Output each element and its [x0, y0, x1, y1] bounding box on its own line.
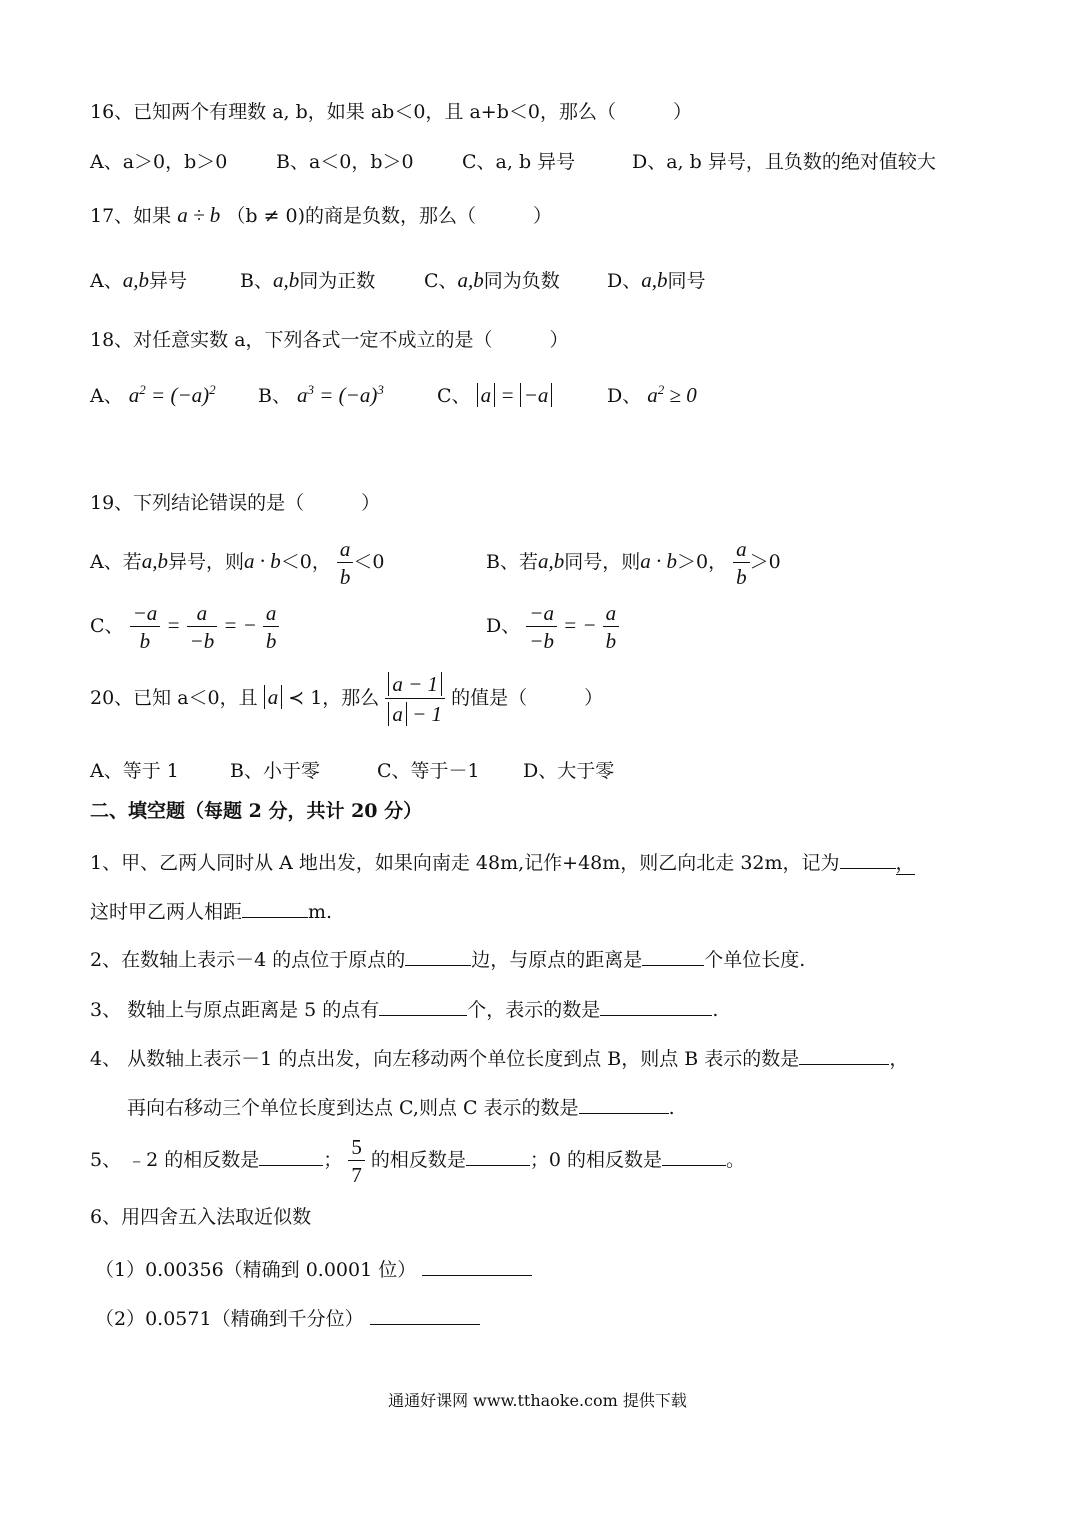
- q20-option-a: A、等于 1: [90, 760, 179, 782]
- q20-prefix: 20、已知 a＜0，且: [90, 687, 258, 710]
- answer-blank[interactable]: [422, 1258, 532, 1276]
- q18-option-d-formula: $a^2 \ge 0$: [647, 382, 697, 407]
- q19-option-b-mid: 同号，则: [564, 551, 641, 574]
- q19-option-b-label: B、若: [486, 551, 538, 574]
- q16-option-c: C、a, b 异号: [462, 151, 576, 173]
- fill-q4-comma: ，: [889, 1048, 909, 1070]
- q17-option-c-math: a,b: [457, 268, 484, 292]
- q16-option-b: B、a＜0，b＞0: [276, 151, 414, 173]
- q20-abs-a: a: [264, 685, 283, 709]
- q19-option-d-label: D、: [486, 615, 521, 638]
- q17-option-d-label: D、: [607, 270, 642, 292]
- answer-blank[interactable]: [799, 1047, 889, 1065]
- q18-option-d: [607, 383, 697, 406]
- fill-q6-stem: 6、用四舍五入法取近似数: [90, 1206, 312, 1228]
- fill-q5-sep: ；: [323, 1149, 343, 1172]
- q18-option-a: [90, 383, 216, 406]
- q16-stem: 16、已知两个有理数 a, b，如果 ab＜0，且 a+b＜0，那么（ ）: [90, 101, 692, 123]
- q18-option-b-label: B、: [258, 385, 291, 407]
- q20-mid: ≺ 1，那么: [288, 687, 380, 710]
- q19-option-b-tail: ＞0: [749, 551, 781, 574]
- fill-q1-line1: [90, 851, 915, 873]
- q19-option-a-mid: 异号，则: [167, 551, 244, 574]
- fill-q5-fraction: [348, 1136, 365, 1186]
- q17-option-b-label: B、: [240, 270, 273, 292]
- fill-q2: [90, 948, 805, 970]
- fill-q3-text3: .: [712, 999, 719, 1021]
- page-footer: 通通好课网 www.tthaoke.com 提供下载: [388, 1391, 687, 1410]
- answer-blank[interactable]: [600, 998, 712, 1016]
- q19-option-a-rel: ＜0，: [280, 551, 331, 574]
- q17-prefix: 17、如果: [90, 205, 172, 227]
- q18-stem: 18、对任意实数 a，下列各式一定不成立的是（ ）: [90, 329, 569, 351]
- fill-q4-period: .: [668, 1097, 675, 1119]
- q19-option-c-label: C、: [90, 615, 124, 638]
- q19-option-d-frac2: $\frac{a}{b}$: [603, 602, 620, 652]
- q17-option-d: [607, 270, 706, 291]
- q17-option-c-label: C、: [424, 270, 458, 292]
- answer-blank[interactable]: [259, 1148, 323, 1166]
- q17-option-b-text: 同为正数: [299, 270, 376, 292]
- fill-q5: [90, 1136, 745, 1186]
- q19-option-a-tail: ＜0: [353, 551, 385, 574]
- q17-expression: a ÷ b: [177, 203, 221, 227]
- answer-blank[interactable]: [405, 948, 471, 966]
- q19-option-b-fraction: $\frac{a}{b}$: [733, 538, 750, 588]
- fill-q2-text2: 边，与原点的距离是: [471, 949, 643, 971]
- fill-q1-comma: ，: [895, 852, 915, 874]
- section-title: 二、填空题（每题 2 分，共计 20 分）: [90, 800, 423, 822]
- q18-option-c-formula: a = −a: [477, 383, 553, 407]
- q19-option-b-vars: a,b: [537, 549, 565, 574]
- q19-option-b: [486, 538, 781, 588]
- q20-option-d: D、大于零: [523, 760, 615, 782]
- fill-q5-text2: 的相反数是: [370, 1149, 466, 1172]
- fill-q3-text1: 3、 数轴上与原点距离是 5 的点有: [90, 999, 380, 1021]
- q19-option-c-eq1: =: [166, 613, 181, 638]
- q18-option-a-label: A、: [90, 385, 123, 407]
- q20-option-c: C、等于－1: [377, 760, 480, 782]
- fill-q1-text: 1、甲、乙两人同时从 A 地出发，如果向南走 48m,记作+48m，则乙向北走 32m，记为: [90, 852, 840, 874]
- q19-option-a-label: A、若: [90, 551, 142, 574]
- fill-q5-text1: 5、 ﹣2 的相反数是: [90, 1149, 260, 1172]
- q18-option-b-formula: $a^3 = (-a)^3$: [297, 382, 384, 407]
- fill-q1-line2: [90, 900, 332, 922]
- fill-q4-line1: [90, 1047, 908, 1069]
- fill-q1-unit: m.: [308, 901, 333, 923]
- q17-option-d-text: 同号: [667, 270, 706, 292]
- fill-q6-sub1: [95, 1258, 532, 1280]
- q17-option-c: [424, 270, 560, 291]
- fill-q4-line2: [127, 1096, 675, 1118]
- fill-q2-text3: 个单位长度.: [704, 949, 806, 971]
- q17-option-d-math: a,b: [641, 268, 668, 292]
- q17-option-b-math: a,b: [272, 268, 300, 292]
- q19-option-c: [90, 602, 279, 652]
- fill-q6-sub2-text: （2）0.0571（精确到千分位）: [95, 1308, 364, 1330]
- q20-stem: [90, 672, 603, 726]
- fill-q3-text2: 个，表示的数是: [467, 999, 601, 1021]
- fill-q6-sub1-text: （1）0.00356（精确到 0.0001 位）: [95, 1259, 417, 1281]
- q19-option-a-fraction: $\frac{a}{b}$: [337, 538, 354, 588]
- fill-q5-frac-den: 7: [351, 1163, 362, 1188]
- answer-blank[interactable]: [370, 1307, 480, 1325]
- q18-option-c: [437, 383, 552, 407]
- q19-option-c-eq2: = −: [223, 613, 257, 638]
- fill-q5-end: 。: [726, 1149, 746, 1172]
- q17-suffix: 的商是负数，那么（ ）: [304, 205, 552, 227]
- q17-option-a: [90, 270, 187, 291]
- q19-stem: 19、下列结论错误的是（ ）: [90, 492, 381, 514]
- q18-option-d-label: D、: [607, 385, 642, 407]
- fill-q4-text1: 4、 从数轴上表示－1 的点出发，向左移动两个单位长度到点 B，则点 B 表示的数是: [90, 1048, 800, 1070]
- fill-q1-text2: 这时甲乙两人相距: [90, 901, 243, 923]
- q19-option-d: [486, 602, 619, 652]
- answer-blank[interactable]: [579, 1096, 669, 1114]
- q17-option-c-text: 同为负数: [483, 270, 560, 292]
- q19-option-c-frac1: $\frac{-a}{b}$: [130, 602, 161, 652]
- q16-option-d: D、a, b 异号，且负数的绝对值较大: [632, 151, 936, 173]
- answer-blank[interactable]: [379, 998, 467, 1016]
- answer-blank[interactable]: [242, 900, 308, 918]
- answer-blank[interactable]: [642, 948, 704, 966]
- q18-option-a-formula: $a^2 = (-a)^2$: [128, 382, 216, 407]
- q19-option-d-frac1: $\frac{-a}{-b}$: [526, 602, 557, 652]
- q19-option-b-rel: ＞0，: [676, 551, 728, 574]
- answer-blank[interactable]: [662, 1148, 726, 1166]
- fill-q5-text3: ；0 的相反数是: [529, 1149, 663, 1172]
- q20-suffix: 的值是（ ）: [451, 687, 604, 710]
- q19-option-a-product: a · b: [244, 549, 281, 574]
- q18-option-b: [258, 383, 384, 406]
- q17-option-a-text: 异号: [148, 270, 187, 292]
- q19-option-a: [90, 538, 384, 588]
- q17-option-b: [240, 270, 375, 291]
- fill-q5-frac-num: 5: [348, 1136, 365, 1161]
- q20-option-b: B、小于零: [230, 760, 320, 782]
- q17-option-a-label: A、: [90, 270, 123, 292]
- fill-q2-text1: 2、在数轴上表示－4 的点位于原点的: [90, 949, 406, 971]
- q19-option-d-eq: = −: [563, 613, 597, 638]
- q19-option-b-product: a · b: [640, 549, 677, 574]
- q19-option-c-frac3: $\frac{a}{b}$: [263, 602, 280, 652]
- q19-option-c-frac2: $\frac{a}{-b}$: [187, 602, 218, 652]
- q18-option-c-label: C、: [437, 385, 471, 407]
- fill-q6-sub2: [95, 1307, 480, 1329]
- fill-q4-text2: 再向右移动三个单位长度到达点 C,则点 C 表示的数是: [127, 1097, 579, 1119]
- q20-fraction: $\frac{a - 1}{a - 1}$: [385, 672, 445, 726]
- fill-q3: [90, 998, 718, 1020]
- q17-condition: （b ≠ 0): [226, 205, 305, 227]
- q17-stem: [90, 205, 552, 226]
- q17-option-a-math: a,b: [122, 268, 149, 292]
- q19-option-a-vars: a,b: [141, 549, 168, 574]
- answer-blank[interactable]: [466, 1148, 530, 1166]
- q16-option-a: A、a＞0，b＞0: [90, 151, 228, 173]
- answer-blank[interactable]: [840, 851, 896, 869]
